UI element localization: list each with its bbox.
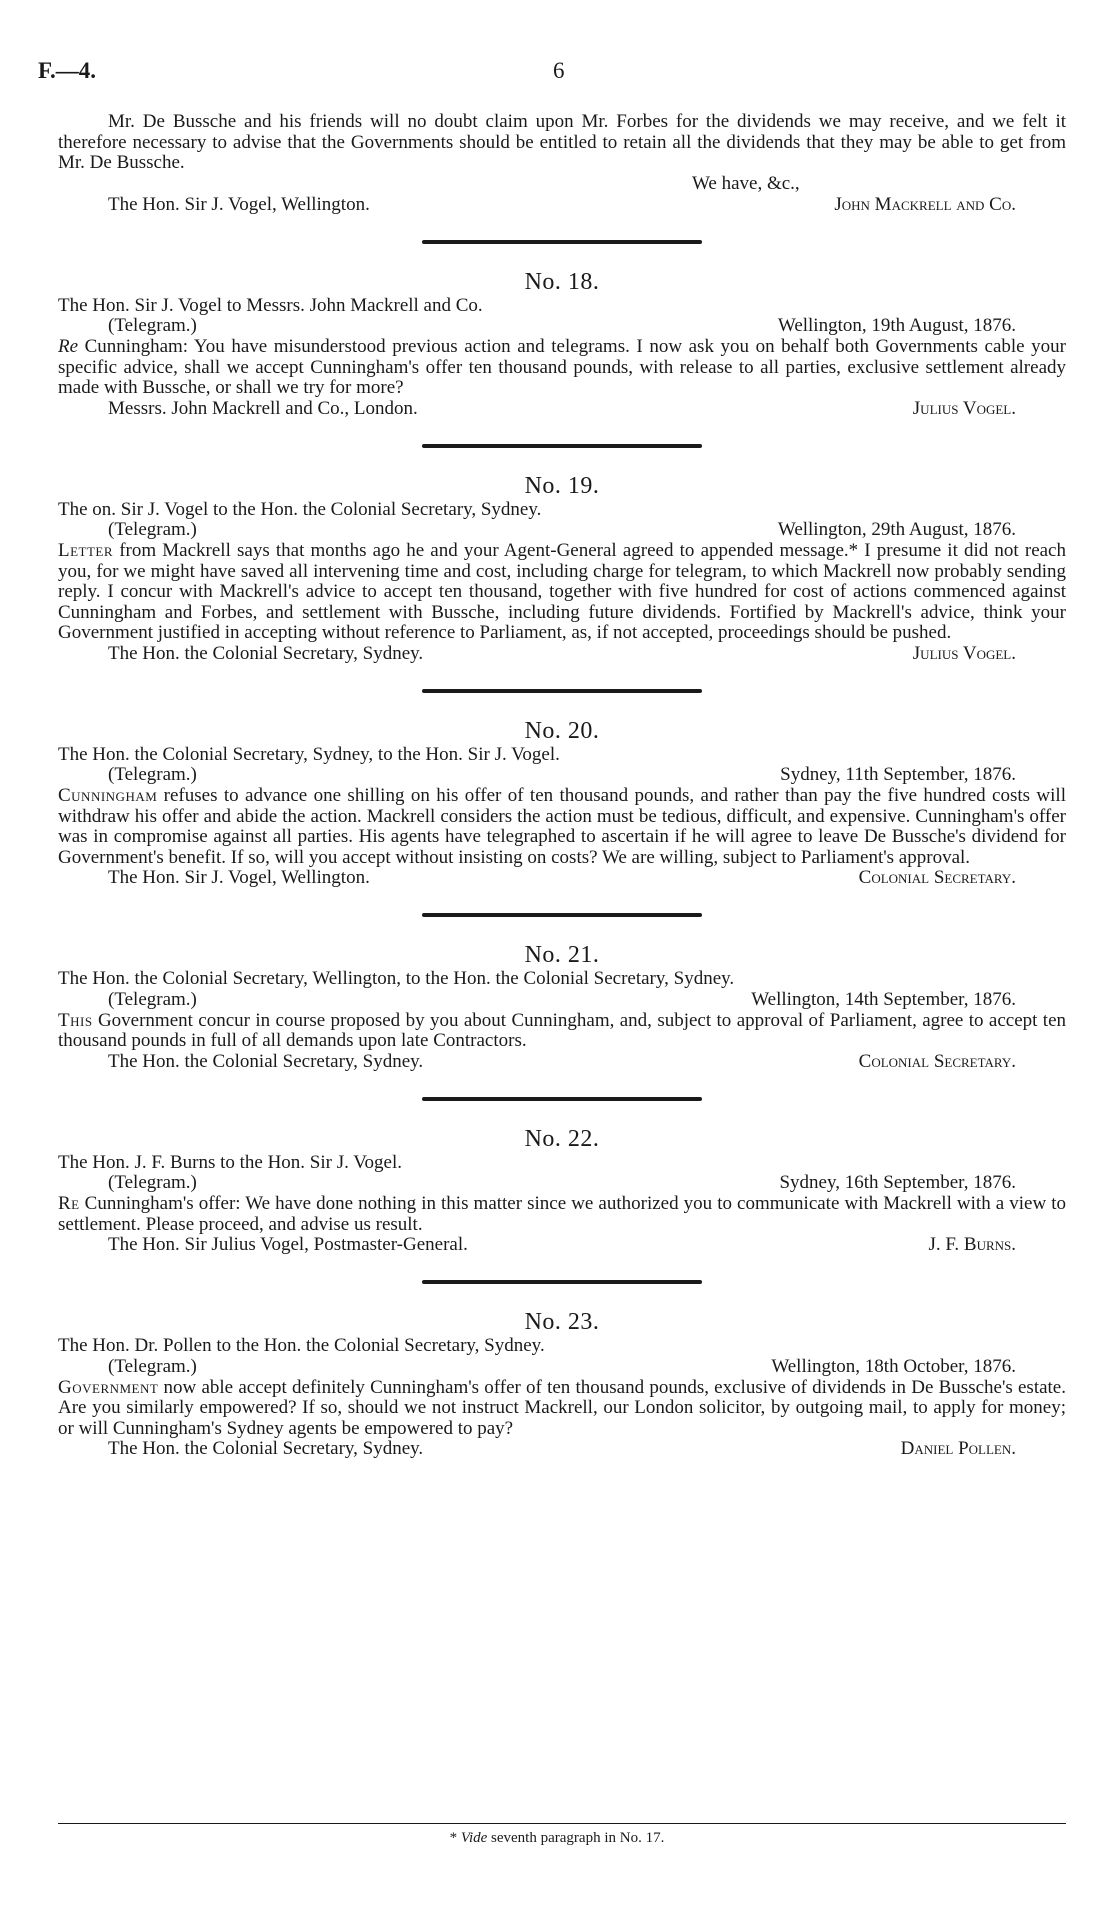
body-text: Government concur in course proposed by you about Cunningham, and, subject to approval of Parliament, agree to accept ten thousand pounds in full of all demands upon late Contractors. (58, 1009, 1066, 1051)
running-head (38, 58, 1068, 88)
letter-body (58, 337, 1066, 399)
page-number: 6 (553, 58, 565, 83)
lead-word: Cunningham (58, 785, 158, 806)
body-text: Cunningham's offer: We have done nothing in this matter since we authorized you to communicate with Mackrell with a view to settlement. Please proceed, and advise us result. (58, 1193, 1066, 1235)
section-divider (422, 240, 702, 244)
signature: J. F. Burns. (928, 1234, 1016, 1255)
signature: Colonial Secretary. (858, 867, 1016, 888)
letter-body (58, 1011, 1066, 1052)
telegram-label: (Telegram.) (108, 1355, 197, 1377)
addressee: Messrs. John Mackrell and Co., London. (108, 397, 418, 419)
telegram-label: (Telegram.) (108, 1172, 197, 1193)
letter-title: The Hon. the Colonial Secretary, Sydney, to the Hon. Sir J. Vogel. (58, 743, 560, 765)
signature: Julius Vogel. (912, 397, 1016, 419)
dateline: Wellington, 14th September, 1876. (751, 988, 1016, 1010)
letter-no-19 (58, 472, 1066, 665)
letter-number: No. 18. (524, 268, 600, 295)
body-text: refuses to advance one shilling on his offer of ten thousand pounds, and rather than pay the five hundred costs will withdraw his offer and abide the action. Mackrell considers the action must be tedious, difficult, and expensive. Cunningham's offer was in compromise against all parties. His agents have telegraphed to ascertain if he will agree to leave De Bussche's dividend for Government's benefit. If so, will you accept without insisting on costs? We are willing, subject to Parliament's approval. (58, 785, 1066, 868)
intro-signature: John Mackrell and Co. (834, 193, 1016, 215)
addressee: The Hon. Sir Julius Vogel, Postmaster-General. (108, 1234, 468, 1255)
footnote-vide: Vide (460, 1830, 488, 1846)
letter-body (58, 541, 1066, 644)
section-divider (422, 444, 702, 448)
intro-paragraph: Mr. De Bussche and his friends will no doubt claim upon Mr. Forbes for the dividends we may receive, and we felt it therefore necessary to advise that the Governments should be entitled to retain all the dividends that they may be able to get from Mr. De Bussche. (58, 111, 1066, 173)
section-divider (422, 1280, 702, 1284)
letter-body (58, 1378, 1066, 1440)
dateline: Wellington, 18th October, 1876. (771, 1355, 1016, 1377)
signature: Julius Vogel. (912, 642, 1016, 664)
letter-title: The Hon. J. F. Burns to the Hon. Sir J. Vogel. (58, 1151, 403, 1173)
footnote-text: seventh paragraph in No. 17. (487, 1830, 665, 1846)
lead-word: Re (58, 336, 79, 357)
section-divider (422, 913, 702, 917)
letter-title: The Hon. Dr. Pollen to the Hon. the Colonial Secretary, Sydney. (58, 1335, 545, 1356)
intro-closing: We have, &c., (692, 172, 800, 194)
letter-title: The on. Sir J. Vogel to the Hon. the Colonial Secretary, Sydney. (58, 498, 542, 520)
telegram-label: (Telegram.) (108, 315, 197, 336)
letter-no-23 (58, 1308, 1066, 1460)
dateline: Wellington, 19th August, 1876. (777, 315, 1016, 336)
letter-body (58, 1194, 1066, 1235)
letter-title: The Hon. the Colonial Secretary, Wellington, to the Hon. the Colonial Secretary, Sydney. (58, 968, 735, 989)
section-divider (422, 1097, 702, 1101)
telegram-label: (Telegram.) (108, 988, 197, 1010)
letter-number: No. 23. (524, 1309, 600, 1335)
letter-body (58, 786, 1066, 868)
dateline: Sydney, 16th September, 1876. (779, 1172, 1016, 1193)
lead-word: Government (58, 1376, 159, 1398)
intro-addressee: The Hon. Sir J. Vogel, Wellington. (108, 193, 370, 215)
addressee: The Hon. the Colonial Secretary, Sydney. (108, 1050, 424, 1072)
letter-no-20 (58, 717, 1066, 890)
signature: Daniel Pollen. (900, 1438, 1016, 1459)
body-text: now able accept definitely Cunningham's offer of ten thousand pounds, exclusive of dividends in De Bussche's estate. Are you similarly empowered? If so, should we not instruct Mackrell, our London solicitor, by outgoing mail, to apply for money; or will Cunningham's Sydney agents be empowered to pay? (58, 1376, 1066, 1439)
letter-no-21 (58, 941, 1066, 1073)
letter-no-18 (58, 268, 1066, 420)
intro-section (58, 112, 1066, 216)
letter-number: No. 19. (524, 472, 600, 499)
body-text: Cunningham: You have misunderstood previous action and telegrams. I now ask you on behalf both Governments cable your specific advice, shall we accept Cunningham's offer ten thousand pounds, with release to all parties, exclusive settlement already made with Bussche, or shall we try for more? (58, 336, 1066, 398)
footnote-mark: * (449, 1830, 461, 1846)
body-text: from Mackrell says that months ago he and your Agent-General agreed to appended message.* I presume it did not reach you, for we might have saved all intervening time and cost, including charge for telegram, to which Mackrell now probably sending reply. I concur with Mackrell's advice to accept ten thousand, together with five hundred for cost of actions commenced against Cunningham and Forbes, and settlement with Bussche, including future dividends. Fortified by Mackrell's advice, think your Government justified in accepting without reference to Parliament, as, if not accepted, proceedings should be pushed. (58, 540, 1066, 643)
letter-no-22 (58, 1125, 1066, 1257)
letter-number: No. 22. (524, 1125, 600, 1152)
addressee: The Hon. the Colonial Secretary, Sydney. (108, 642, 424, 664)
lead-word: This (58, 1009, 93, 1031)
signature: Colonial Secretary. (858, 1050, 1016, 1072)
dateline: Wellington, 29th August, 1876. (777, 519, 1016, 540)
letter-number: No. 21. (524, 942, 600, 968)
letter-number: No. 20. (524, 717, 600, 744)
document-reference: F.—4. (38, 58, 96, 83)
footnote (0, 1830, 1114, 1847)
section-divider (422, 689, 702, 693)
addressee: The Hon. the Colonial Secretary, Sydney. (108, 1438, 424, 1459)
addressee: The Hon. Sir J. Vogel, Wellington. (108, 867, 370, 888)
telegram-label: (Telegram.) (108, 519, 197, 540)
dateline: Sydney, 11th September, 1876. (780, 764, 1016, 785)
lead-word: Letter (58, 540, 114, 561)
lead-word: Re (58, 1193, 80, 1214)
telegram-label: (Telegram.) (108, 764, 197, 785)
footnote-divider (58, 1823, 1066, 1824)
letter-title: The Hon. Sir J. Vogel to Messrs. John Mackrell and Co. (58, 294, 483, 316)
page-content (58, 112, 1066, 1460)
